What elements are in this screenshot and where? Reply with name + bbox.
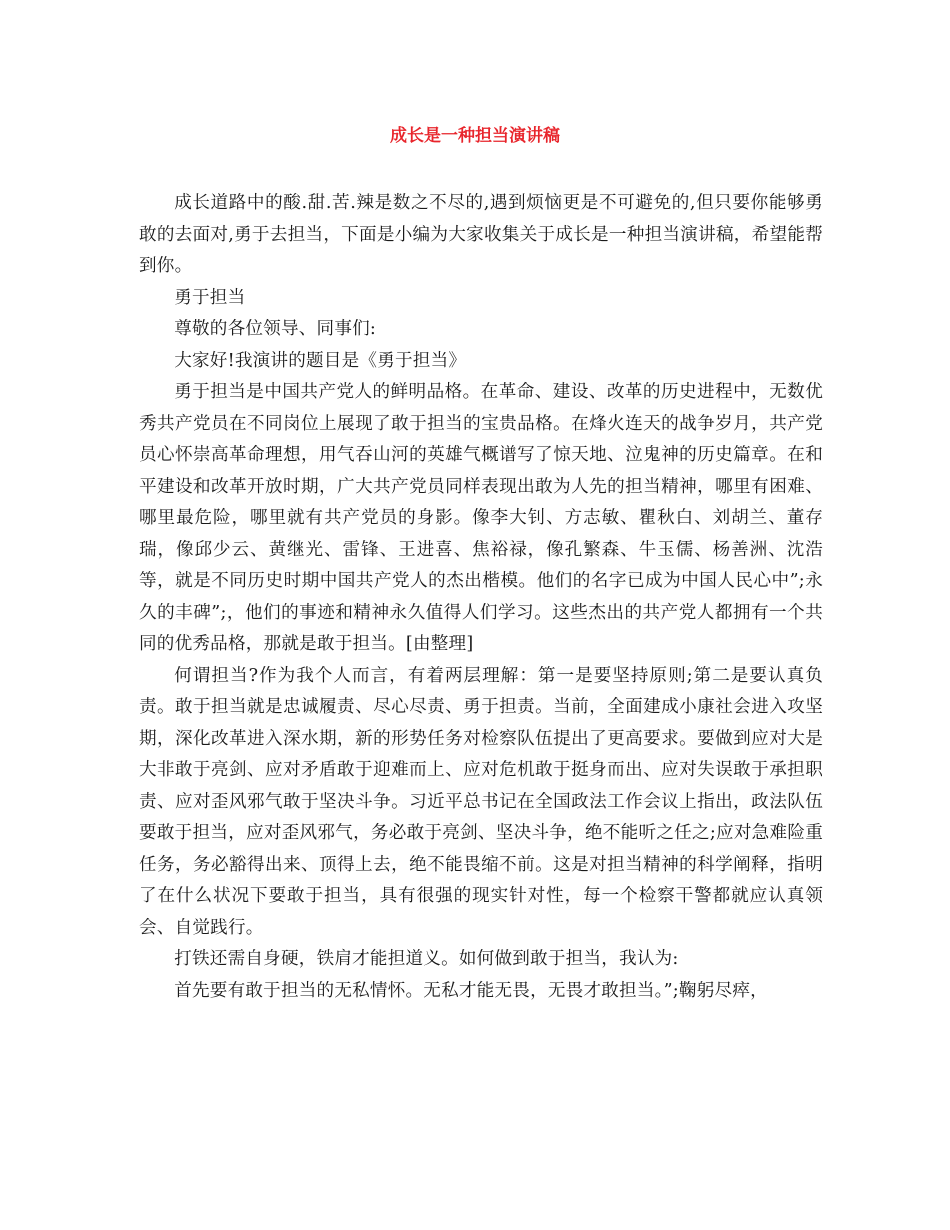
paragraph-salutation: 尊敬的各位领导、同事们: — [174, 319, 377, 339]
document-title: 成长是一种担当演讲稿 — [390, 126, 560, 146]
paragraph-body: 勇于担当是中国共产党人的鲜明品格。在革命、建设、改革的历史进程中，无数优秀共产党员在不同岗位上展现了敢于担当的宝贵品格。在烽火连天的战争岁月，共产党员心怀崇高革命理想，用气吞山河的英雄气概谱写了惊天地、泣鬼神的历史篇章。在和平建设和改革开放时期，广大共产党员同样表现出敢为人先的担当精神，哪里有困难、哪里最危险，哪里就有共产党员的身影。像李大钊、方志敏、瞿秋白、刘胡兰、董存瑞，像邱少云、黄继光、雷锋、王进喜、焦裕禄，像孔繁森、牛玉儒、杨善洲、沈浩等，就是不同历史时期中国共产党人的杰出楷模。他们的名字已成为中国人民心中”;永久的丰碑”;，他们的事迹和精神永久值得人们学习。这些杰出的共产党人都拥有一个共同的优秀品格，那就是敢于担当。[由整理] — [139, 382, 823, 654]
paragraph-body: 打铁还需自身硬，铁肩才能担道义。如何做到敢于担当，我认为: — [174, 949, 679, 969]
paragraph-heading: 勇于担当 — [174, 287, 246, 308]
paragraph-body: 首先要有敢于担当的无私情怀。无私才能无畏，无畏才敢担当。”;鞠躬尽瘁， — [174, 980, 768, 1001]
paragraph-greeting: 大家好!我演讲的题目是《勇于担当》 — [174, 350, 467, 371]
document-body — [139, 188, 823, 1007]
paragraph-intro: 成长道路中的酸.甜.苦.辣是数之不尽的,遇到烦恼更是不可避免的,但只要你能够勇敢的去面对,勇于去担当，下面是小编为大家收集关于成长是一种担当演讲稿，希望能帮到你。 — [139, 193, 823, 276]
paragraph-body: 何谓担当?作为我个人而言，有着两层理解：第一是要坚持原则;第二是要认真负责。敢于担当就是忠诚履责、尽心尽责、勇于担责。当前，全面建成小康社会进入攻坚期，深化改革进入深水期，新的形势任务对检察队伍提出了更高要求。要做到应对大是大非敢于亮剑、应对矛盾敢于迎难而上、应对危机敢于挺身而出、应对失误敢于承担职责、应对歪风邪气敢于坚决斗争。习近平总书记在全国政法工作会议上指出，政法队伍要敢于担当，应对歪风邪气，务必敢于亮剑、坚决斗争，绝不能听之任之;应对急难险重任务，务必豁得出来、顶得上去，绝不能畏缩不前。这是对担当精神的科学阐释，指明了在什么状况下要敢于担当，具有很强的现实针对性，每一个检察干警都就应认真领会、自觉践行。 — [139, 665, 823, 938]
